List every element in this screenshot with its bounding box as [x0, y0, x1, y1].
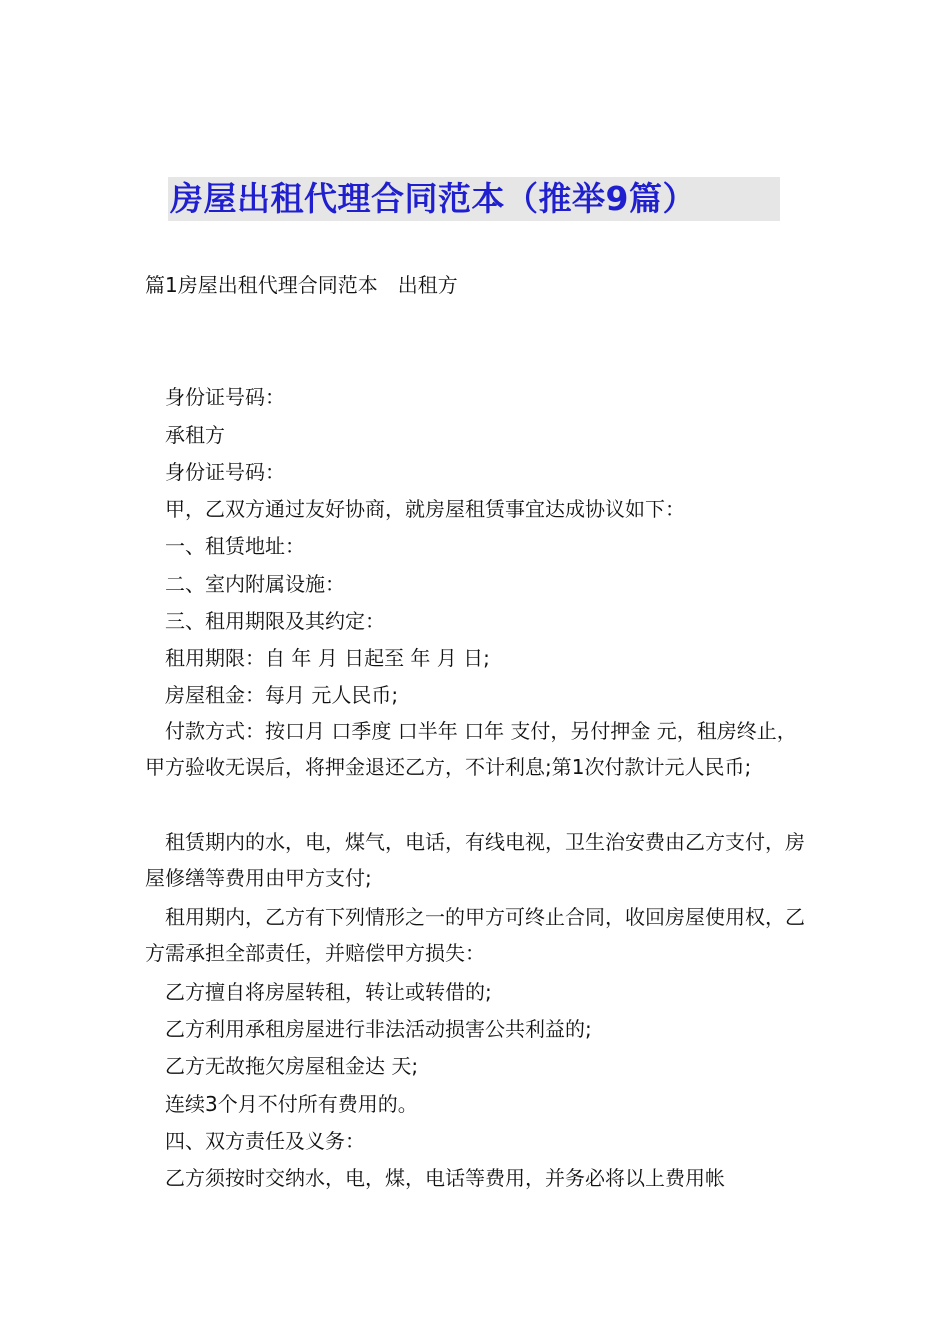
paragraph-unpaid-fees: 连续3个月不付所有费用的。 — [165, 1092, 418, 1116]
paragraph-sublet: 乙方擅自将房屋转租，转让或转借的; — [165, 980, 492, 1004]
paragraph-section-1: 一、租赁地址： — [165, 534, 305, 558]
paragraph-utilities: 租赁期内的水，电，煤气，电话，有线电视，卫生治安费由乙方支付，房屋修缮等费用由甲方支付; — [145, 830, 805, 890]
paragraph-rent-arrears: 乙方无故拖欠房屋租金达 天; — [165, 1054, 419, 1078]
paragraph-agreement-intro: 甲，乙双方通过友好协商，就房屋租赁事宜达成协议如下： — [165, 497, 685, 521]
paragraph-payment: 付款方式：按口月 口季度 口半年 口年 支付，另付押金 元，租房终止，甲方验收无误后，将押金退还乙方，不计利息;第1次付款计元人民币; — [145, 719, 797, 779]
paragraph-rent: 房屋租金：每月 元人民币; — [165, 683, 399, 707]
section-heading: 篇1房屋出租代理合同范本 出租方 — [145, 273, 458, 297]
paragraph-tenant: 承租方 — [165, 423, 225, 447]
paragraph-termination: 租用期内，乙方有下列情形之一的甲方可终止合同，收回房屋使用权，乙方需承担全部责任，并赔偿甲方损失： — [145, 905, 805, 965]
paragraph-lease-term: 租用期限：自 年 月 日起至 年 月 日; — [165, 646, 490, 670]
paragraph-section-3: 三、租用期限及其约定： — [165, 609, 385, 633]
paragraph-id-number-1: 身份证号码： — [165, 385, 285, 409]
paragraph-illegal-use: 乙方利用承租房屋进行非法活动损害公共利益的; — [165, 1017, 592, 1041]
paragraph-id-number-2: 身份证号码： — [165, 460, 285, 484]
paragraph-section-2: 二、室内附属设施： — [165, 572, 345, 596]
paragraph-section-4: 四、双方责任及义务： — [165, 1129, 365, 1153]
paragraph-tenant-duties: 乙方须按时交纳水，电，煤，电话等费用，并务必将以上费用帐 — [165, 1166, 725, 1190]
document-title: 房屋出租代理合同范本（推举9篇） — [170, 179, 696, 218]
